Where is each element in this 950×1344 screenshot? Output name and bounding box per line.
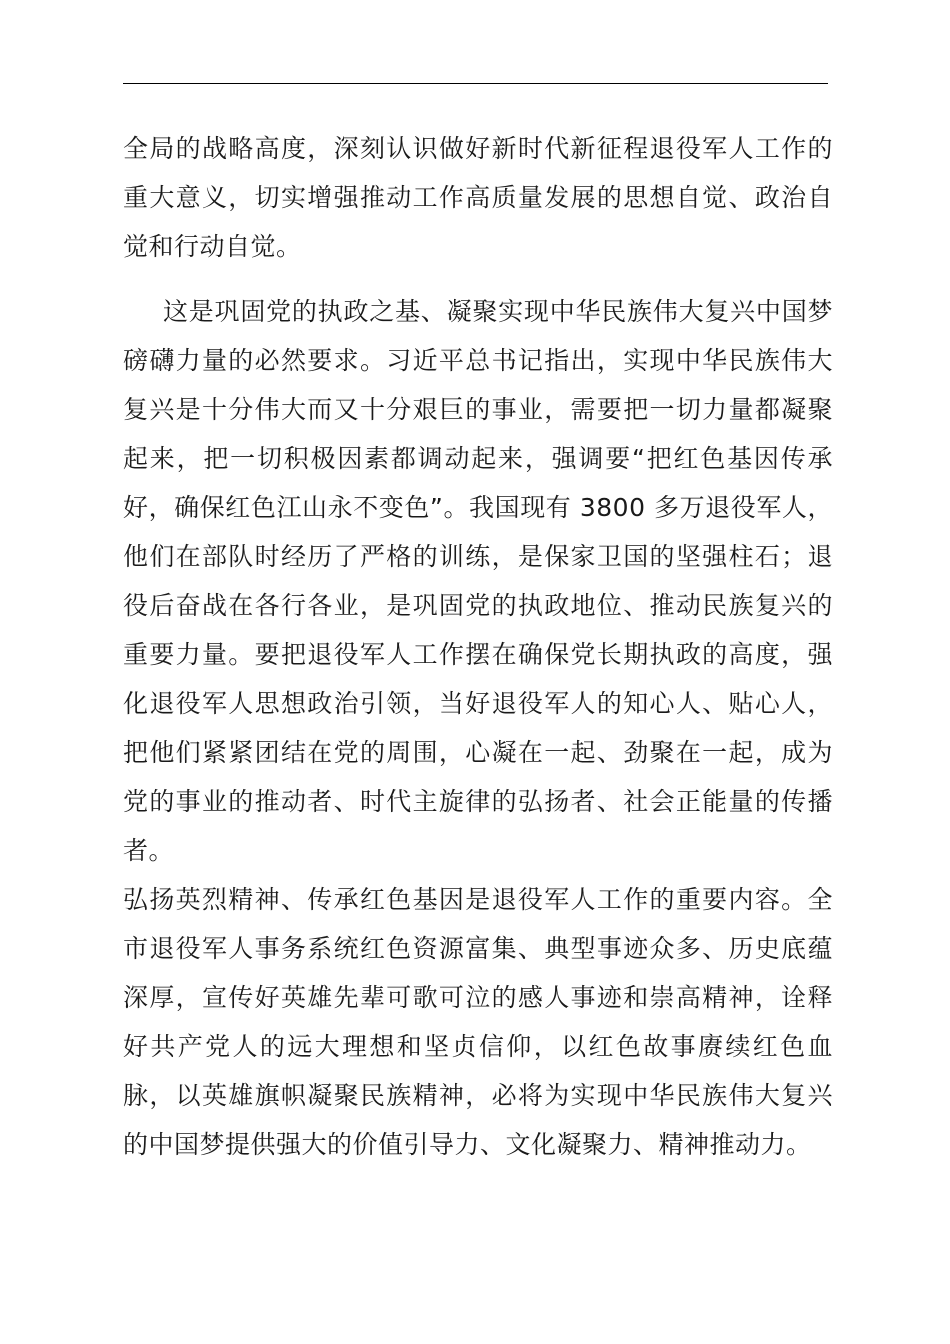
paragraph-red-gene: 弘扬英烈精神、传承红色基因是退役军人工作的重要内容。全市退役军人事务系统红色资源富集、典型事迹众多、历史底蕴深厚，宣传好英雄先辈可歌可泣的感人事迹和崇高精神，诠释好共产党人的远大理想和坚贞信仰，以红色故事赓续红色血脉，以英雄旗帜凝聚民族精神，必将为实现中华民族伟大复兴的中国梦提供强大的价值引导力、文化凝聚力、精神推动力。 (123, 885, 833, 1159)
header-rule (123, 83, 828, 84)
paragraph-continued: 全局的战略高度，深刻认识做好新时代新征程退役军人工作的重大意义，切实增强推动工作高质量发展的思想自觉、政治自觉和行动自觉。 (123, 134, 833, 261)
paragraph-veterans-importance: 这是巩固党的执政之基、凝聚实现中华民族伟大复兴中国梦磅礴力量的必然要求。习近平总书记指出，实现中华民族伟大复兴是十分伟大而又十分艰巨的事业，需要把一切力量都凝聚起来，把一切积极因素都调动起来，强调要“把红色基因传承好，确保红色江山永不变色”。我国现有 3800 多万退役军人，他们在部队时经历了严格的训练，是保家卫国的坚强柱石；退役后奋战在各行各业，是巩固党的执政地位、推动民族复兴的重要力量。要把退役军人工作摆在确保党长期执政的高度，强化退役军人思想政治引领，当好退役军人的知心人、贴心人，把他们紧紧团结在党的周围，心凝在一起、劲聚在一起，成为党的事业的推动者、时代主旋律的弘扬者、社会正能量的传播者。 (123, 297, 833, 865)
body-text (123, 124, 833, 1169)
